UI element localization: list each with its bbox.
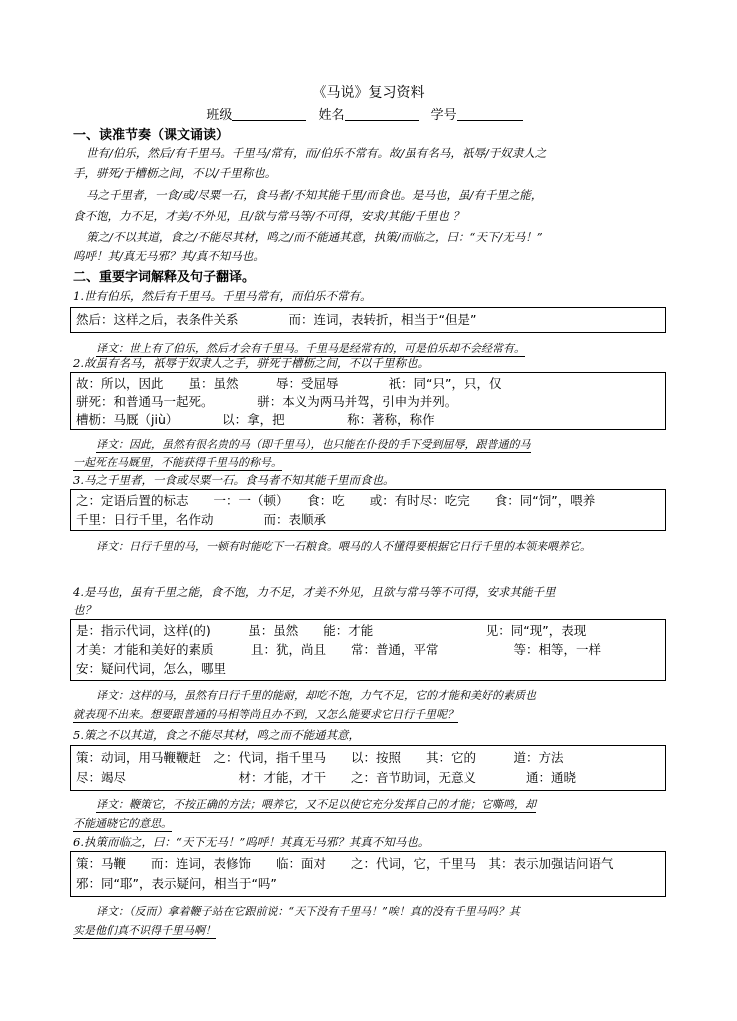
vocab-line: 骈死：和普通马一起死。 骈：本义为两马并驾，引申为并列。 (76, 394, 458, 409)
section2-heading: 二、重要字词解释及句子翻译。 (73, 270, 256, 285)
translation-line: 译文：这样的马，虽然有日行千里的能耐，却吃不饱，力气不足，它的才能和美好的素质也 (96, 689, 536, 702)
translation-line: 就表现不出来。想要跟普通的马相等尚且办不到，又怎么能要求它日行千里呢？ (73, 708, 458, 721)
source-sentence: 1.世有伯乐，然后有千里马。千里马常有，而伯乐不常有。 (73, 289, 372, 303)
vocab-box (70, 372, 666, 430)
vocab-line: 故：所以，因此 虽：虽然 辱：受屈辱 祇：同“只”，只，仅 (76, 376, 502, 391)
vocab-line: 之：定语后置的标志 一：一（顿） 食：吃 或：有时尽：吃完 食：同“饲”，喂养 (76, 493, 596, 508)
reading-line: 策之/不以其道，食之/不能尽其材，鸣之/而不能通其意，执策/而临之，曰：“天下/无马！” (86, 230, 543, 244)
source-sentence: 6.执策而临之，曰：“天下无马！”呜呼！其真无马邪？其真不知马也。 (73, 835, 430, 849)
reading-line: 马之千里者，一食/或/尽粟一石，食马者/不知其能千里/而食也。是马也，虽/有千里之能， (86, 188, 543, 202)
source-sentence: 3.马之千里者，一食或尽粟一石。食马者不知其能千里而食也。 (73, 473, 395, 487)
vocab-box (70, 619, 666, 681)
translation-line: 不能通晓它的意思。 (73, 817, 172, 830)
vocab-line: 槽枥：马厩（jiù） 以：拿，把 称：著称，称作 (76, 412, 435, 427)
reading-line: 手，骈死/于槽枥之间，不以/千里称也。 (73, 166, 277, 180)
vocab-box (70, 745, 666, 791)
vocab-line: 千里：日行千里，名作动 而：表顺承 (76, 512, 327, 527)
vocab-line: 是：指示代词，这样(的) 虽：虽然 能：才能 见：同“现”，表现 (76, 623, 587, 638)
translation-line: 一起死在马厩里，不能获得千里马的称号。 (73, 456, 282, 469)
id-label: 学号 (430, 108, 457, 123)
page-title: 《马说》复习资料 (312, 85, 425, 101)
reading-line: 呜呼！其/真无马邪？其/真不知马也。 (73, 249, 265, 263)
class-blank[interactable] (232, 108, 306, 121)
vocab-line: 然后：这样之后，表条件关系 而：连词，表转折，相当于“但是” (76, 312, 477, 327)
source-sentence: 2.故虽有名马，祇辱于奴隶人之手，骈死于槽枥之间，不以千里称也。 (73, 356, 429, 370)
source-sentence: 4.是马也，虽有千里之能，食不饱，力不足，才美不外见，且欲与常马等不可得，安求其能千里 (73, 585, 556, 599)
reading-line: 世有/伯乐，然后/有千里马。千里马/常有，而/伯乐不常有。故/虽有名马，祇辱/于奴隶人之 (86, 146, 547, 160)
vocab-line: 尽：竭尽 材：才能，才干 之：音节助词，无意义 通：通晓 (76, 770, 577, 785)
name-label: 姓名 (318, 108, 345, 123)
vocab-box (70, 307, 666, 333)
vocab-box (70, 851, 666, 897)
section1-heading: 一、读准节奏（课文诵读） (73, 128, 230, 143)
vocab-line: 策：动词，用马鞭鞭赶 之：代词，指千里马 以：按照 其：它的 道：方法 (76, 750, 564, 765)
translation-line: 译文：鞭策它，不按正确的方法；喂养它，又不足以使它充分发挥自己的才能；它嘶鸣，却 (96, 798, 536, 811)
vocab-line: 策：马鞭 而：连词，表修饰 临：面对 之：代词，它，千里马 其：表示加强诘问语气 (76, 856, 614, 871)
class-label: 班级 (206, 108, 233, 123)
reading-line: 食不饱，力不足，才美/不外见，且/欲与常马等/不可得，安求/其能/千里也 ？ (73, 209, 465, 223)
translation-line: 译文：日行千里的马，一顿有时能吃下一石粮食。喂马的人不懂得要根据它日行千里的本领来喂养它。 (96, 540, 591, 553)
translation-line: 译文：因此，虽然有很名贵的马（即千里马），也只能在仆役的手下受到屈辱，跟普通的马 (96, 438, 531, 451)
vocab-box (70, 489, 666, 531)
translation-line: 译文：（反而）拿着鞭子站在它跟前说：“天下没有千里马！”唉！真的没有千里马吗？其 (96, 905, 520, 918)
vocab-line: 安：疑问代词，怎么，哪里 (76, 661, 227, 676)
id-blank[interactable] (457, 108, 523, 121)
student-info-line (0, 104, 737, 123)
source-sentence: 5.策之不以其道，食之不能尽其材，鸣之而不能通其意， (73, 728, 360, 742)
vocab-line: 才美：才能和美好的素质 且：犹，尚且 常：普通，平常 等：相等，一样 (76, 642, 602, 657)
vocab-line: 邪：同“耶”，表示疑问，相当于“吗” (76, 876, 277, 891)
translation-line: 译文：世上有了伯乐，然后才会有千里马。千里马是经常有的，可是伯乐却不会经常有。 (96, 342, 525, 355)
translation-line: 实是他们真不识得千里马啊！ (73, 924, 216, 937)
name-blank[interactable] (345, 108, 419, 121)
source-sentence-cont: 也？ (73, 603, 96, 617)
